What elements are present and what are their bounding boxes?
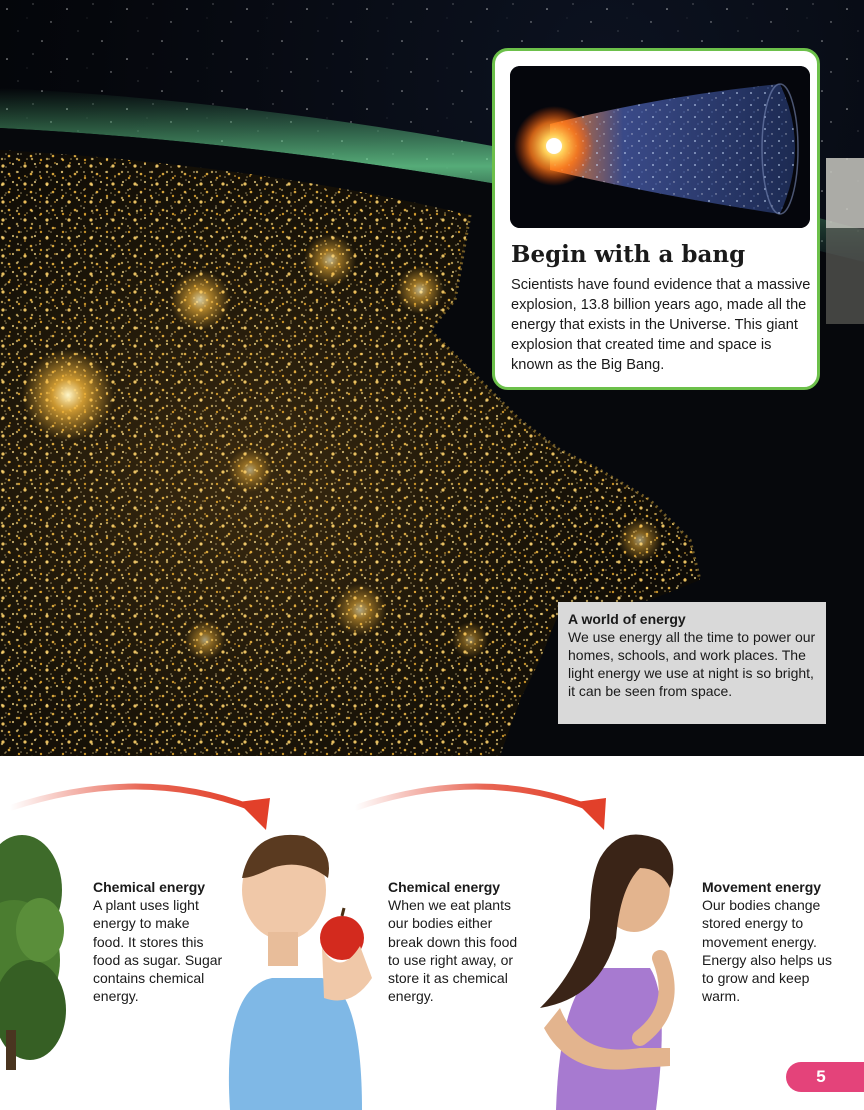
world-of-energy-title: A world of energy (568, 611, 686, 627)
caption-text: A plant uses light energy to make food. It stores this food as sugar. Sugar contains chemical energy. (93, 897, 223, 1005)
caption-eating-energy (388, 878, 528, 1005)
big-bang-title: Begin with a bang (511, 241, 746, 268)
tree-image (0, 830, 70, 1070)
caption-plant-energy (93, 878, 223, 1005)
world-of-energy-caption (558, 602, 826, 724)
arrow-head-2 (576, 798, 606, 830)
page-number: 5 (816, 1067, 826, 1086)
caption-title: Chemical energy (93, 879, 206, 895)
arrow-boy-to-girl (355, 787, 590, 809)
arrow-head-1 (238, 798, 270, 830)
caption-movement-energy (702, 878, 842, 1005)
energy-flow-arrows (0, 770, 864, 840)
caption-title: Chemical energy (388, 879, 501, 895)
caption-text: When we eat plants our bodies either break down this food to use right away, or store it as chemical energy. (388, 897, 518, 1005)
arrow-plant-to-boy (10, 787, 252, 809)
big-bang-illustration (510, 66, 810, 228)
big-bang-card (492, 48, 820, 390)
caption-text: Our bodies change stored energy to movement energy. Energy also helps us to grow and keep warm. (702, 897, 832, 1005)
caption-title: Movement energy (702, 879, 822, 895)
running-girl-image (520, 828, 700, 1110)
page-number-tab (786, 1062, 864, 1092)
world-of-energy-text: We use energy all the time to power our homes, schools, and work places. The light energy we use at night is so bright, it can be seen from space. (568, 629, 816, 699)
boy-eating-apple-image (212, 828, 382, 1110)
big-bang-text: Scientists have found evidence that a massive explosion, 13.8 billion years ago, made all the energy that exists in the Universe. This giant explosion that created time and space is known as the Big Bang. (511, 277, 811, 373)
